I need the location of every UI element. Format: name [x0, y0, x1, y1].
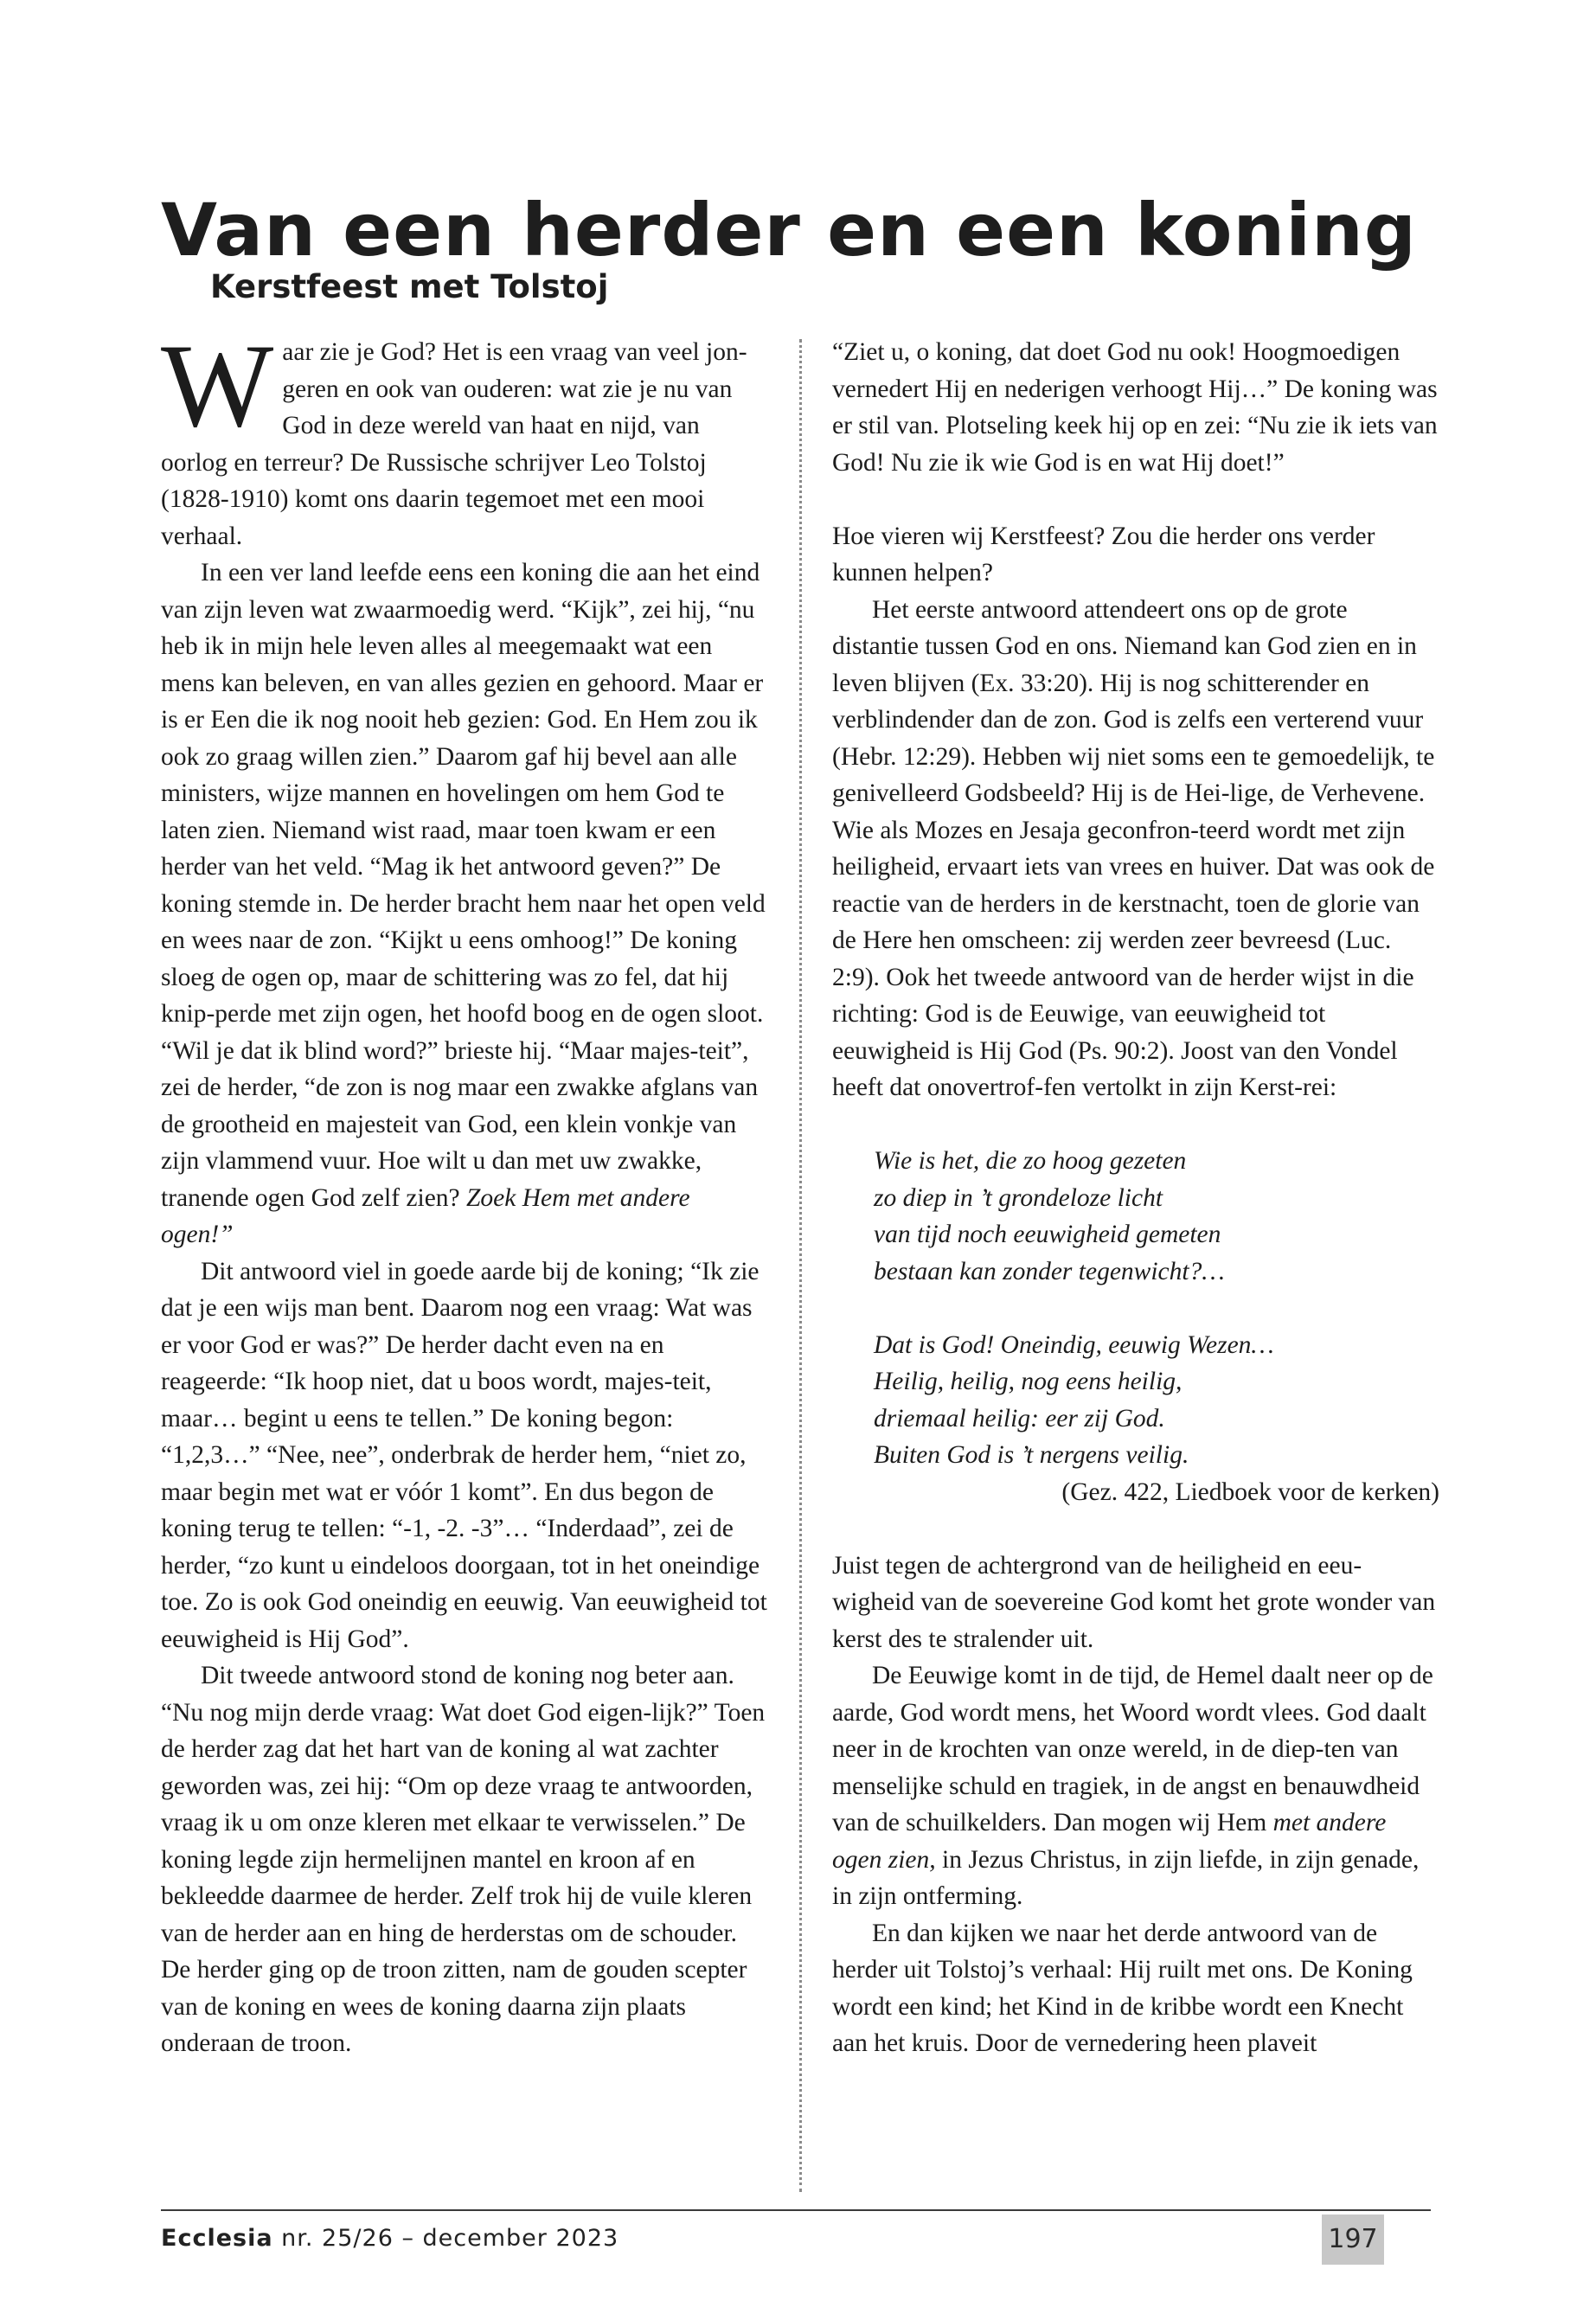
reflection-paragraph-4: En dan kijken we naar het derde antwoord van de herder uit Tolstoj’s verhaal: Hij ruilt met ons. De Koning wordt een kind; het Kind in de kribbe wordt een Knecht aan het kruis. Door de vernedering heen plaveit — [832, 1919, 1413, 2057]
story-paragraph-4: “Ziet u, o koning, dat doet God nu ook! Hoogmoedigen vernedert Hij en nederigen verhoogt Hij…” De koning was er stil van. Plotseling keek hij op en zei: “Nu zie ik iets van God! Nu zie ik wie God is en wat Hij doet!” — [832, 338, 1438, 477]
drop-cap: W — [161, 319, 274, 452]
story-paragraph-3: Dit tweede antwoord stond de koning nog beter aan. “Nu nog mijn derde vraag: Wat doet God eigen-lijk?” Toen de herder zag dat het hart van de koning al wat zachter geworden was, zei hij: “Om op deze vraag te antwoorden, vraag ik u om onze kleren met elkaar te verwisselen.” De koning legde zijn hermelijnen mantel en kroon af en bekleedde daarmee de herder. Zelf trok hij de vuile kleren van de herder aan en hing de herderstas om de schouder. De herder ging op de troon zitten, nam de gouden scepter van de koning en wees de koning daarna zijn plaats onderaan de troon. — [161, 1662, 766, 2057]
reflection-paragraph-3 — [832, 1657, 1439, 1915]
reflection-question: Hoe vieren wij Kerstfeest? Zou die herder ons verder kunnen helpen? — [832, 522, 1375, 586]
intro-text: aar zie je God? Het is een vraag van veel jon-geren en ook van ouderen: wat zie je nu van God in deze wereld van haat en nijd, van oorlog en terreur? De Russische schrijver Leo Tolstoj (1828-1910) komt ons daarin tegemoet met een mooi verhaal. — [161, 338, 747, 550]
footer-publication — [161, 2221, 619, 2256]
poem-line: zo diep in ’t grondeloze licht — [874, 1183, 1163, 1212]
page-number: 197 — [1322, 2214, 1384, 2265]
intro-paragraph — [161, 319, 768, 554]
left-column — [161, 319, 768, 2062]
reflection-paragraph-1: Het eerste antwoord attendeert ons op de grote distantie tussen God en ons. Niemand kan God zien en in leven blijven (Ex. 33:20). Hij is nog schitterender en verblindender dan de zon. God is zelfs een verterend vuur (Hebr. 12:29). Hebben wij niet soms een te gemoedelijk, te genivelleerd Godsbeeld? Hij is de Hei-lige, de Verhevene. Wie als Mozes en Jesaja geconfron-teerd wordt met zijn heiligheid, ervaart iets van vrees en huiver. Dat was ook de reactie van de herders in de kerstnacht, toen de glorie van de Here hen omscheen: zij werden zeer bevreesd (Luc. 2:9). Ook het tweede antwoord van de herder wijst in die richting: God is de Eeuwige, van eeuwigheid tot eeuwigheid is Hij God (Ps. 90:2). Joost van den Vondel heeft dat onovertrof-fen vertolkt in zijn Kerst-rei: — [832, 595, 1435, 1101]
poem-line: bestaan kan zonder tegenwicht?… — [874, 1257, 1225, 1285]
poem-line: van tijd noch eeuwigheid gemeten — [874, 1221, 1221, 1248]
right-column — [832, 334, 1439, 2062]
poem-line: Dat is God! Oneindig, eeuwig Wezen… — [874, 1330, 1274, 1359]
story-paragraph-2: Dit antwoord viel in goede aarde bij de koning; “Ik zie dat je een wijs man bent. Daarom nog een vraag: Wat was er voor God er was?” De herder dacht even na en reageerde: “Ik hoop niet, dat u boos wordt, majes-teit, maar… begint u eens te tellen.” De koning begon: “1,2,3…” “Nee, nee”, onderbrak de herder hem, “niet zo, maar begin met wat er vóór 1 komt”. En dus begon de koning terug te tellen: “-1, -2. -3”… “Inderdaad”, zei de herder, “zo kunt u eindeloos doorgaan, tot in het oneindige toe. Zo is ook God oneindig en eeuwig. Van eeuwigheid tot eeuwigheid is Hij God”. — [161, 1257, 767, 1653]
reflection-emphasis: met andere ogen zien, — [832, 1809, 1387, 1874]
story-text-1: In een ver land leefde eens een koning die aan het eind van zijn leven wat zwaarmoedig werd. “Kijk”, zei hij, “nu heb ik in mijn hele leven alles al meegemaakt wat een mens kan beleven, en van alles gezien en gehoord. Maar er is er Een die ik nog nooit heb gezien: God. En Hem zou ik ook zo graag willen zien.” Daarom gaf hij bevel aan alle ministers, wijze mannen en hovelingen om hem God te laten zien. Niemand wist raad, maar toen kwam er een herder van het veld. “Mag ik het antwoord geven?” De koning stemde in. De herder bracht hem naar het open veld en wees naar de zon. “Kijkt u eens omhoog!” De koning sloeg de ogen op, maar de schittering was zo fel, dat hij knip-perde met zijn ogen, het hoofd boog en de ogen sloot. “Wil je dat ik blind word?” brieste hij. “Maar majes-teit”, zei de herder, “de zon is nog maar een zwakke afglans van de grootheid en majesteit van God, een klein vonkje van zijn vlammend vuur. Hoe wilt u dan met uw zwakke, tranende ogen God zelf zien? — [161, 559, 766, 1212]
poem-line: Buiten God is ’t nergens veilig. — [874, 1441, 1189, 1469]
stanza-break — [874, 1290, 1439, 1327]
issue-info: nr. 25/26 – december 2023 — [272, 2225, 619, 2252]
article-title: Van een herder en een koning — [161, 188, 1417, 272]
poem-credit: (Gez. 422, Liedboek voor de kerken) — [1061, 1477, 1439, 1506]
magazine-name: Ecclesia — [161, 2225, 273, 2252]
article-subtitle: Kerstfeest met Tolstoj — [210, 268, 609, 305]
column-divider — [799, 339, 802, 2192]
reflection-text-3b: in Jezus Christus, in zijn liefde, in zijn genade, in zijn ontferming. — [832, 1845, 1420, 1910]
story-paragraph-1 — [161, 554, 768, 1253]
reflection-paragraph-2: Juist tegen de achtergrond van de heiligheid en eeu-wigheid van de soevereine God komt het grote wonder van kerst des te stralender uit. — [832, 1551, 1436, 1653]
poem-line: Heilig, heilig, nog eens heilig, — [874, 1368, 1183, 1395]
poem-quote — [832, 1143, 1439, 1510]
poem-line: driemaal heilig: eer zij God. — [874, 1404, 1165, 1433]
story-emphasis-1: Zoek Hem met andere ogen!” — [161, 1183, 690, 1248]
reflection-text-3a: De Eeuwige komt in de tijd, de Hemel daalt neer op de aarde, God wordt mens, het Woord wordt vlees. God daalt neer in de krochten van onze wereld, in de diep-ten van menselijke schuld en tragiek, in de angst en benauwdheid van de schuilkelders. Dan mogen wij Hem — [832, 1662, 1433, 1836]
footer-rule — [161, 2209, 1431, 2211]
poem-line: Wie is het, die zo hoog gezeten — [874, 1147, 1187, 1175]
